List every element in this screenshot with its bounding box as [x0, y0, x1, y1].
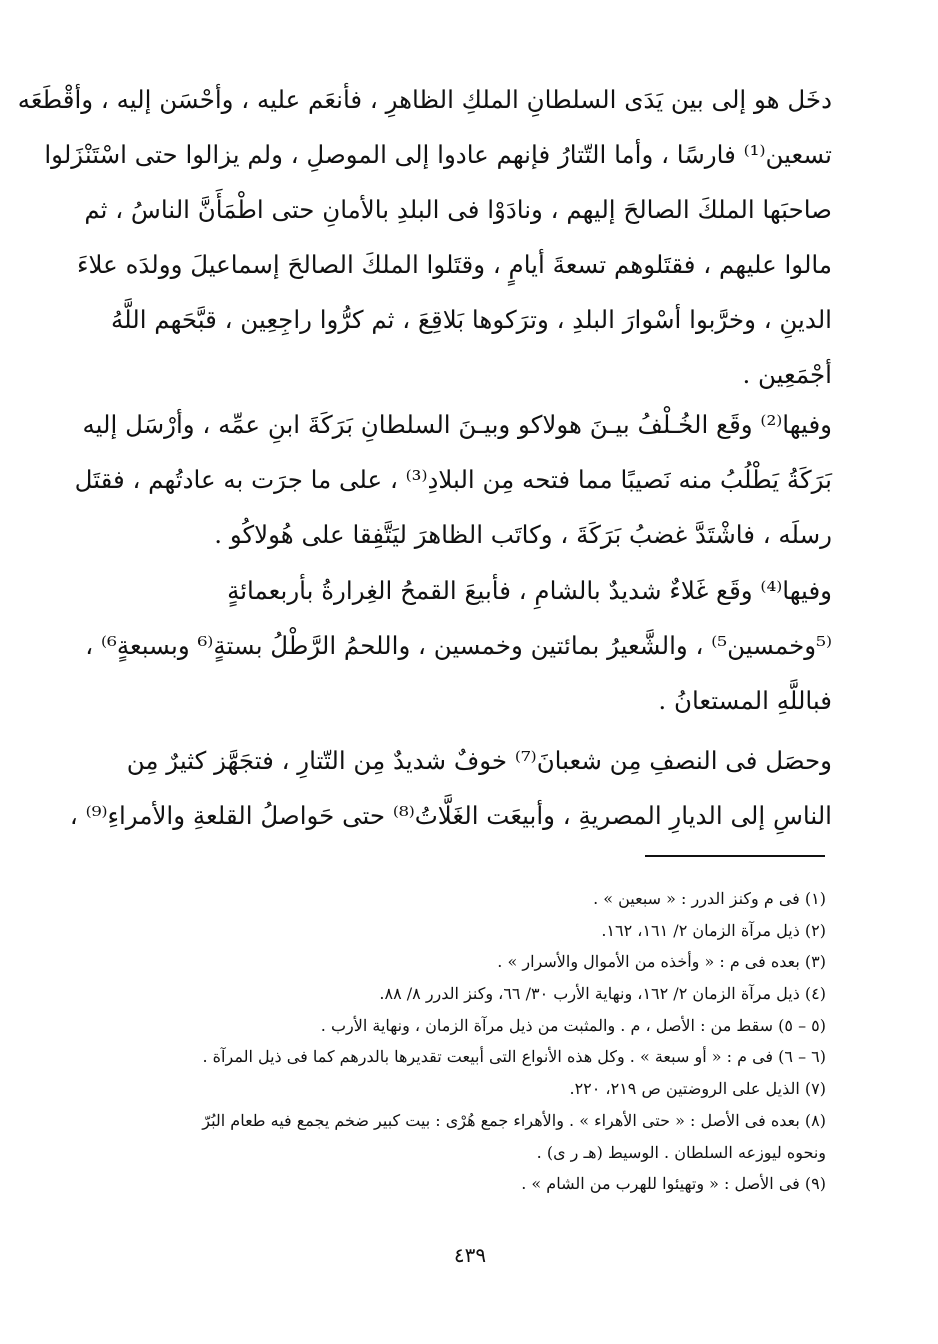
paragraph-2 [74, 397, 832, 562]
text-line: ⁽⁵وخمسين⁵⁾ ، والشَّعيرُ بمائتين وخمسين ، واللحمُ الرَّطْلُ بستةٍ⁽⁶ وبسبعةٍ⁶⁾ ، [85, 631, 832, 660]
text-line: الناسِ إلى الديارِ المصريةِ ، وأبيعَت الغَلَّاتُ⁽⁸⁾ حتى حَواصلُ القلعةِ والأمراءِ⁽⁹⁾ ، [69, 801, 832, 830]
footnote: (٨) بعده فى الأصل : « حتى الأهراء » . والأهراء جمع هُرْى : بيت كبير ضخم يجمع فيه طعام البُرّ [202, 1110, 826, 1130]
text-line: فباللَّهِ المستعانُ . [658, 686, 832, 715]
paragraph-1 [17, 72, 832, 402]
footnote: (١) فى م وكنز الدرر : « سبعين » . [593, 889, 826, 908]
text-line: صاحبَها الملكَ الصالحَ إليهم ، ونادَوْا فى البلدِ بالأمانِ حتى اطْمَأَنَّ الناسُ ، ثم [84, 195, 832, 224]
text-line: تسعين⁽¹⁾ فارسًا ، وأما التّتارُ فإنهم عادوا إلى الموصلِ ، ولم يزالوا حتى اسْتَنْزَلوا [44, 140, 832, 169]
text-line: أجْمَعِين . [742, 360, 832, 389]
footnotes [110, 883, 826, 1200]
text-line: الدينِ ، وخرَّبوا أسْوارَ البلدِ ، وترَكوها بَلاقِعَ ، ثم كرُّوا راجِعِين ، قبَّحَهم اللَّهُ [111, 305, 832, 334]
page-number: ٤٣٩ [453, 1243, 487, 1267]
footnote: (٣) بعده فى م : « وأخذه من الأموال والأسرار » . [497, 952, 826, 972]
text-line: مالوا عليهم ، فقتَلوهم تسعةَ أيامٍ ، وقتَلوا الملكَ الصالحَ إسماعيلَ وولدَه علاءَ [77, 250, 832, 279]
footnote: (٢) ذيل مرآة الزمان ٢/ ١٦١، ١٦٢. [601, 920, 826, 940]
text-line: وفيها⁽²⁾ وقَع الخُـلْفُ بيـنَ هولاكو وبيـنَ السلطانِ بَرَكَةَ ابنِ عمِّه ، وأرْسَل إليه [82, 410, 832, 439]
footnote: (٤) ذيل مرآة الزمان ٢/ ١٦٢، ونهاية الأرب ٣٠/ ٦٦، وكنز الدرر ٨/ ٨٨. [379, 984, 826, 1004]
text-line: بَرَكَةُ يَطْلُبُ منه نَصيبًا مما فتحه مِن البلادِ⁽³⁾ ، على ما جرَت به عادتُهم ، فقتَل [74, 465, 832, 494]
footnote-divider [645, 855, 825, 857]
footnote-continuation: ونحوه ليوزعه السلطان . الوسيط (هـ ر ى) . [536, 1142, 826, 1162]
text-line: وفيها⁽⁴⁾ وقَع غَلاءٌ شديدٌ بالشامِ ، فأبيعَ القمحُ الغِرارةُ بأربعمائةٍ [227, 576, 832, 605]
text-line: وحصَل فى النصفِ مِن شعبانَ⁽⁷⁾ خوفٌ شديدٌ مِن التّتارِ ، فتجَهَّز كثيرٌ مِن [126, 746, 832, 775]
footnote: (٥ – ٥) سقط من : الأصل ، م . والمثبت من ذيل مرآة الزمان ، ونهاية الأرب . [320, 1015, 826, 1035]
text-line: دخَل هو إلى بين يَدَى السلطانِ الملكِ الظاهرِ ، فأنعَم عليه ، وأحْسَن إليه ، وأقْطَعَه [17, 85, 832, 114]
text-line: رسلَه ، فاشْتَدَّ غضبُ بَرَكَةَ ، وكاتَب الظاهرَ ليَتَّفِقا على هُولاكُو . [214, 520, 832, 549]
footnote: (٩) فى الأصل : « وتهيئوا للهرب من الشام » . [521, 1174, 826, 1194]
paragraph-3 [85, 563, 832, 728]
paragraph-4 [69, 733, 832, 843]
footnote: (٦ – ٦) فى م : « أو سبعة » . وكل هذه الأنواع التى أبيعت تقديرها بالدرهم كما فى ذيل المرآة . [202, 1047, 826, 1067]
footnote: (٧) الذيل على الروضتين ص ٢١٩، ٢٢٠. [569, 1079, 826, 1099]
